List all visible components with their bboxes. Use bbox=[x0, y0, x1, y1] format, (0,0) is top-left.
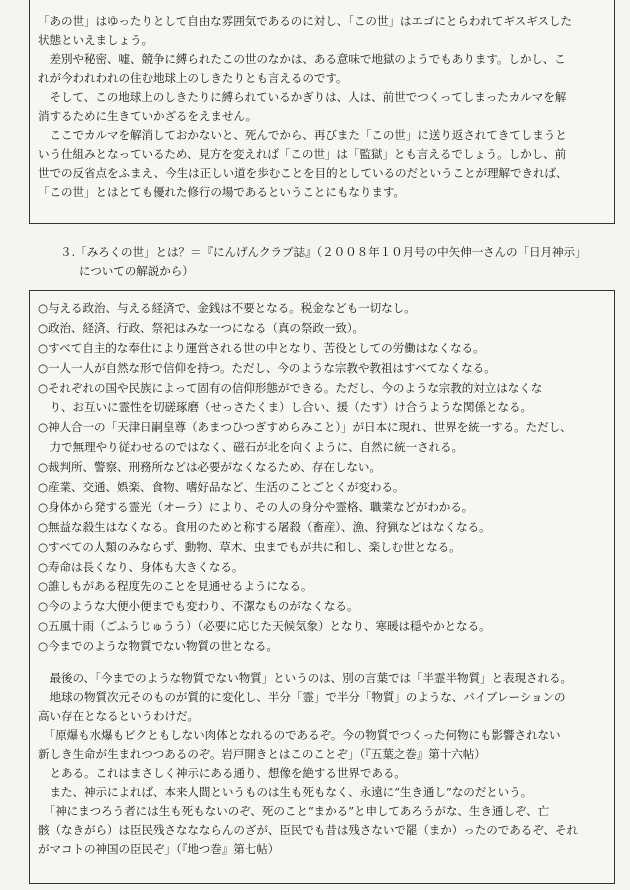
intro-line: ここでカルマを解消しておかないと、死んでから、再びまた「この世」に送り返されてきてしまうと bbox=[38, 128, 567, 142]
para-line: 「神にまつろう者には生も死もないのぞ、死のこと“まかる”と申してあろうがな、生き通しぞ、亡 bbox=[38, 804, 550, 819]
section-heading bbox=[60, 243, 600, 281]
heading-line-1: ３.「みろくの世」とは？＝『にんげんクラブ誌』（２００８年１０月号の中矢伸一さんの「日月神示」 bbox=[60, 245, 587, 259]
list-item: ○寿命は長くなり、身体も大きくなる。 bbox=[38, 559, 244, 574]
list-item: ○与える政治、与える経済で、金銭は不要となる。税金なども一切なし。 bbox=[38, 301, 416, 315]
para-line: 高い存在となるというわけだ。 bbox=[38, 709, 199, 724]
list-item: ○一人一人が自然な形で信仰を持つ。ただし、今のような宗教や教祖はすべてなくなる。 bbox=[38, 360, 496, 375]
heading-line-2: についての解説から） bbox=[79, 264, 194, 278]
list-item: ○身体から発する霊光（オーラ）により、その人の身分や霊格、職業などがわかる。 bbox=[38, 499, 474, 514]
para-line: また、神示によれば、本来人間というものは生も死もなく、永遠に“生き通し”なのだという。 bbox=[38, 785, 533, 800]
para-line: 最後の、「今までのような物質でない物質」というのは、別の言葉では「半霊半物質」と表現される。 bbox=[38, 671, 572, 686]
list-item: ○無益な殺生はなくなる。食用のためと称する屠殺（畜産）、漁、狩猟などはなくなる。 bbox=[38, 519, 491, 534]
intro-line: 世での反省点をふまえ、今生は正しい道を歩むことを目的としているのだということが理解できれば、 bbox=[38, 166, 568, 180]
spacer bbox=[38, 657, 608, 669]
intro-line: 差別や秘密、嘘、競争に縛られたこの世のなかは、ある意味で地獄のようでもあります。しかし、こ bbox=[38, 52, 566, 66]
intro-line: れが今われわれの住む地球上のしきたりとも言えるのです。 bbox=[38, 71, 348, 85]
list-item: 力で無理やり従わせるのではなく、磁石が北を向くように、自然に統一される。 bbox=[38, 440, 464, 455]
intro-text-box bbox=[29, 0, 615, 224]
miroku-world-box bbox=[29, 290, 615, 884]
list-item: ○政治、経済、行政、祭祀はみな一つになる（真の祭政一致）。 bbox=[38, 320, 365, 335]
intro-line: そして、この地球上のしきたりに縛られているかぎりは、人は、前世でつくってしまったカルマを解 bbox=[38, 90, 567, 104]
list-item: ○誰しもがある程度先のことを見通せるようになる。 bbox=[38, 579, 313, 594]
list-item: ○それぞれの国や民族によって固有の信仰形態ができる。ただし、今のような宗教的対立はなくな bbox=[38, 380, 543, 395]
intro-line: いう仕組みとなっているため、見方を変えれば「この世」は「監獄」とも言えるでしょう。しかし、前 bbox=[38, 147, 567, 161]
para-line: 骸（なきがら）は臣民残さななならんのざが、臣民でも昔は残さないで罷（まか）ったのであるぞ、それ bbox=[38, 823, 578, 838]
intro-line: 「あの世」はゆったりとして自由な雰囲気であるのに対し、「この世」はエゴにとらわれてギスギスした bbox=[38, 14, 572, 28]
para-line: 新しき生命が生まれつつあるのぞ。岩戸開きとはこのことぞ」（『五葉之巻』第十六帖） bbox=[38, 747, 486, 762]
closing-paragraphs bbox=[38, 669, 608, 859]
list-item: ○すべての人類のみならず、動物、草木、虫までもが共に和し、楽しむ世となる。 bbox=[38, 539, 461, 554]
intro-line: 「この世」とはとても優れた修行の場であるということにもなります。 bbox=[38, 185, 405, 199]
characteristics-list bbox=[38, 299, 608, 657]
list-item: ○すべて自主的な奉仕により運営される世の中となり、苦役としての労働はなくなる。 bbox=[38, 340, 485, 355]
list-item: り、お互いに霊性を切磋琢磨（せっさたくま）し合い、援（たす）け合うような関係となる。 bbox=[38, 400, 533, 415]
intro-line: 状態といえましょう。 bbox=[38, 33, 153, 47]
list-item: ○五風十雨（ごふうじゅうう）（必要に応じた天候気象）となり、寒暖は穏やかとなる。 bbox=[38, 619, 491, 634]
para-line: 「原爆も水爆もビクともしない肉体となれるのであるぞ。今の物質でつくった何物にも影響されない bbox=[38, 728, 561, 743]
intro-line: 消するために生きていかざるをえません。 bbox=[38, 109, 258, 123]
para-line: がマコトの神国の臣民ぞ」（『地つ巻』第七帖） bbox=[38, 842, 280, 857]
list-item: ○裁判所、警察、刑務所などは必要がなくなるため、存在しない。 bbox=[38, 460, 381, 475]
list-item: ○今のような大便小便までも変わり、不潔なものがなくなる。 bbox=[38, 599, 359, 614]
para-line: 地球の物質次元そのものが質的に変化し、半分「霊」で半分「物質」のような、バイブレーションの bbox=[38, 690, 566, 705]
list-item: ○産業、交通、娯楽、食物、嗜好品など、生活のことごとくが変わる。 bbox=[38, 480, 405, 495]
list-item: ○今までのような物質でない物質の世となる。 bbox=[38, 639, 278, 654]
para-line: とある。これはまさしく神示にある通り、想像を絶する世界である。 bbox=[38, 766, 406, 781]
list-item: ○神人合一の「天津日嗣皇尊（あまつひつぎすめらみこと）」が日本に現れ、世界を統一する。ただし、 bbox=[38, 420, 572, 435]
